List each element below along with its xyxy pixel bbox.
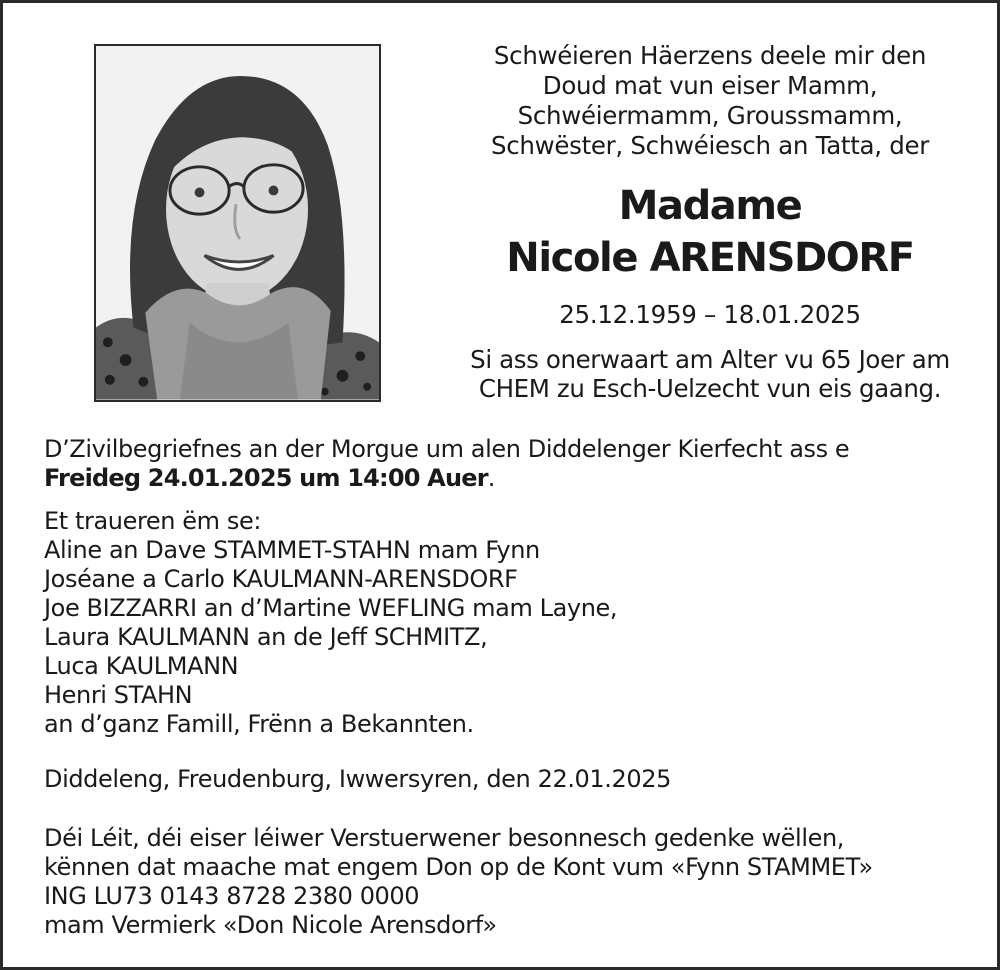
donation-iban: ING LU73 0143 8728 2380 0000: [44, 882, 420, 910]
mourners-intro: Et traueren ëm se:: [44, 507, 262, 535]
list-item: Henri STAHN: [44, 681, 193, 709]
deceased-name: Nicole ARENSDORF: [506, 235, 914, 281]
portrait-photo: [94, 44, 381, 402]
deceased-title: Madame: [618, 183, 802, 229]
deceased-name-block: [415, 180, 1000, 284]
place-date: Diddeleng, Freudenburg, Iwwersyren, den 22.01.2025: [44, 765, 671, 793]
list-item: Luca KAULMANN: [44, 652, 239, 680]
portrait-icon: [96, 46, 379, 400]
list-item: an d’ganz Famill, Frënn a Bekannten.: [44, 710, 474, 738]
ceremony-date-suffix: .: [487, 464, 495, 492]
intro-line: Doud mat vun eiser Mamm,: [542, 71, 878, 100]
ceremony-date: Freideg 24.01.2025 um 14:00 Auer: [44, 464, 488, 492]
list-item: Joe BIZZARRI an d’Martine WEFLING mam Layne,: [44, 594, 618, 622]
donation-info: [44, 824, 974, 940]
life-dates: 25.12.1959 – 18.01.2025: [559, 300, 861, 329]
intro-line: Schwéieren Häerzens deele mir den: [493, 41, 927, 70]
list-item: Aline an Dave STAMMET-STAHN mam Fynn: [44, 536, 540, 564]
ceremony-info: [44, 435, 974, 493]
list-item: Laura KAULMANN an de Jeff SCHMITZ,: [44, 623, 488, 651]
passing-line: CHEM zu Esch-Uelzecht vun eis gaang.: [478, 374, 942, 403]
intro-text: [415, 41, 1000, 161]
intro-line: Schwëster, Schwéiesch an Tatta, der: [490, 131, 930, 160]
passing-line: Si ass onerwaart am Alter vu 65 Joer am: [470, 345, 950, 374]
donation-line: Déi Léit, déi eiser léiwer Verstuerwener besonnesch gedenke wëllen,: [44, 824, 844, 852]
intro-line: Schwéiermamm, Groussmamm,: [517, 101, 903, 130]
ceremony-date-line: [44, 464, 974, 493]
mourners-list: [44, 507, 974, 739]
passing-text: [415, 345, 1000, 403]
list-item: Joséane a Carlo KAULMANN-ARENSDORF: [44, 565, 518, 593]
donation-line: kënnen dat maache mat engem Don op de Kont vum «Fynn STAMMET»: [44, 853, 873, 881]
donation-line: mam Vermierk «Don Nicole Arensdorf»: [44, 911, 497, 939]
ceremony-line: D’Zivilbegriefnes an der Morgue um alen Diddelenger Kierfecht ass e: [44, 435, 850, 463]
